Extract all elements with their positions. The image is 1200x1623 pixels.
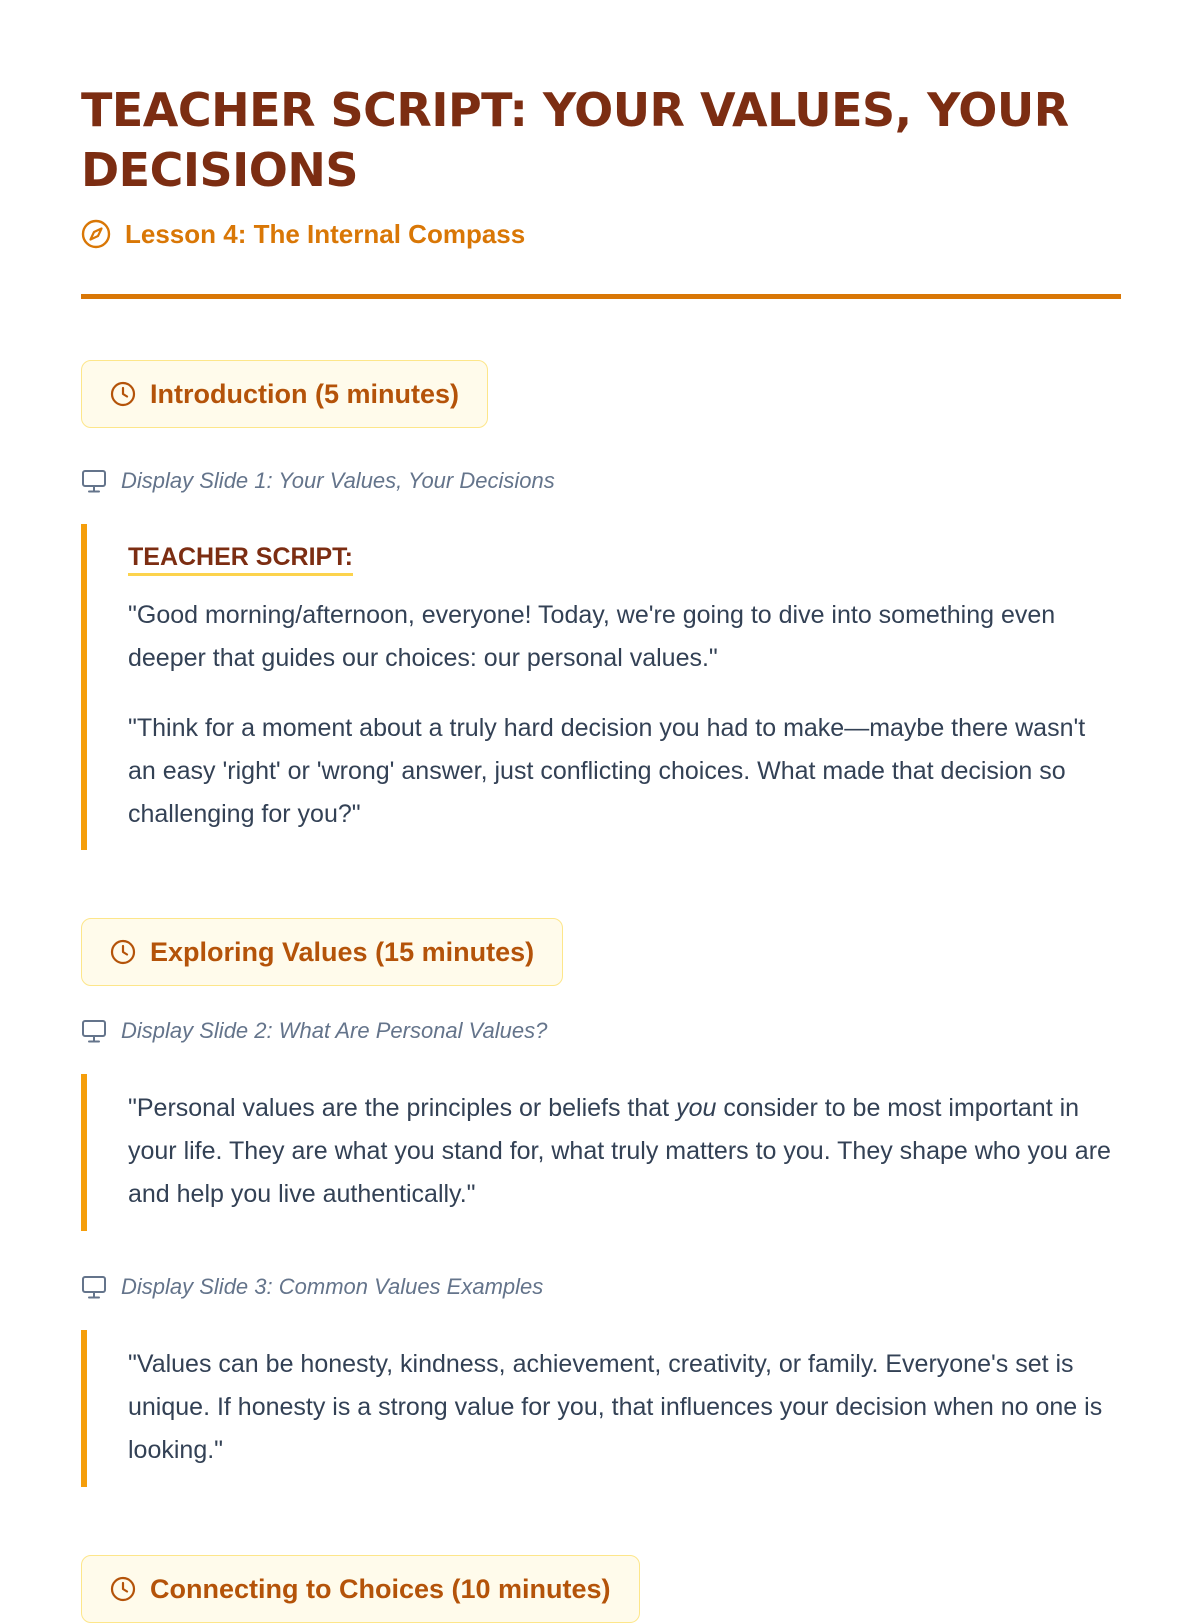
monitor-icon	[81, 1274, 107, 1300]
monitor-icon	[81, 468, 107, 494]
section-heading-label: Introduction (5 minutes)	[150, 378, 459, 409]
compass-icon	[81, 219, 111, 249]
section-heading-introduction	[81, 360, 488, 428]
clock-icon	[110, 381, 136, 407]
script-paragraph: "Values can be honesty, kindness, achievement, creativity, or family. Everyone's set is unique. If honesty is a strong value for you, that influences your decision when no one is looking."	[128, 1350, 1103, 1464]
script-label: TEACHER SCRIPT:	[128, 542, 353, 576]
lesson-subtitle-text: Lesson 4: The Internal Compass	[125, 218, 526, 249]
slide-note	[81, 1272, 543, 1302]
teacher-script-block	[81, 1074, 1121, 1231]
script-text: consider to be most important in your life. They are what you stand for, what truly matters to you. They shape who you are and help you live authentically."	[128, 1094, 1111, 1208]
section-heading-label: Exploring Values (15 minutes)	[150, 936, 535, 967]
section-heading-connecting-to-choices	[81, 1555, 640, 1623]
section-heading-exploring-values	[81, 918, 563, 986]
script-emphasis: you	[676, 1094, 717, 1122]
slide-note	[81, 1016, 547, 1046]
page-title: TEACHER SCRIPT: YOUR VALUES, YOUR DECISIONS	[81, 83, 1069, 197]
lesson-subtitle	[81, 216, 525, 252]
script-text: "Personal values are the principles or beliefs that	[128, 1094, 677, 1122]
clock-icon	[110, 939, 136, 965]
slide-note-text: Display Slide 1: Your Values, Your Decisions	[121, 468, 555, 493]
monitor-icon	[81, 1018, 107, 1044]
teacher-script-block	[81, 524, 1121, 850]
slide-note-text: Display Slide 2: What Are Personal Values?	[121, 1018, 548, 1043]
script-paragraph: "Good morning/afternoon, everyone! Today, we're going to dive into something even deeper that guides our choices: our personal values."	[128, 601, 1056, 672]
teacher-script-block	[81, 1330, 1121, 1487]
section-heading-label: Connecting to Choices (10 minutes)	[150, 1573, 611, 1604]
script-paragraph: "Think for a moment about a truly hard decision you had to make—maybe there wasn't an easy 'right' or 'wrong' answer, just conflicting choices. What made that decision so challenging for you?"	[128, 714, 1086, 828]
script-paragraph	[128, 1087, 1111, 1216]
header-divider	[81, 294, 1121, 299]
slide-note	[81, 466, 555, 496]
clock-icon	[110, 1576, 136, 1602]
slide-note-text: Display Slide 3: Common Values Examples	[121, 1274, 544, 1299]
